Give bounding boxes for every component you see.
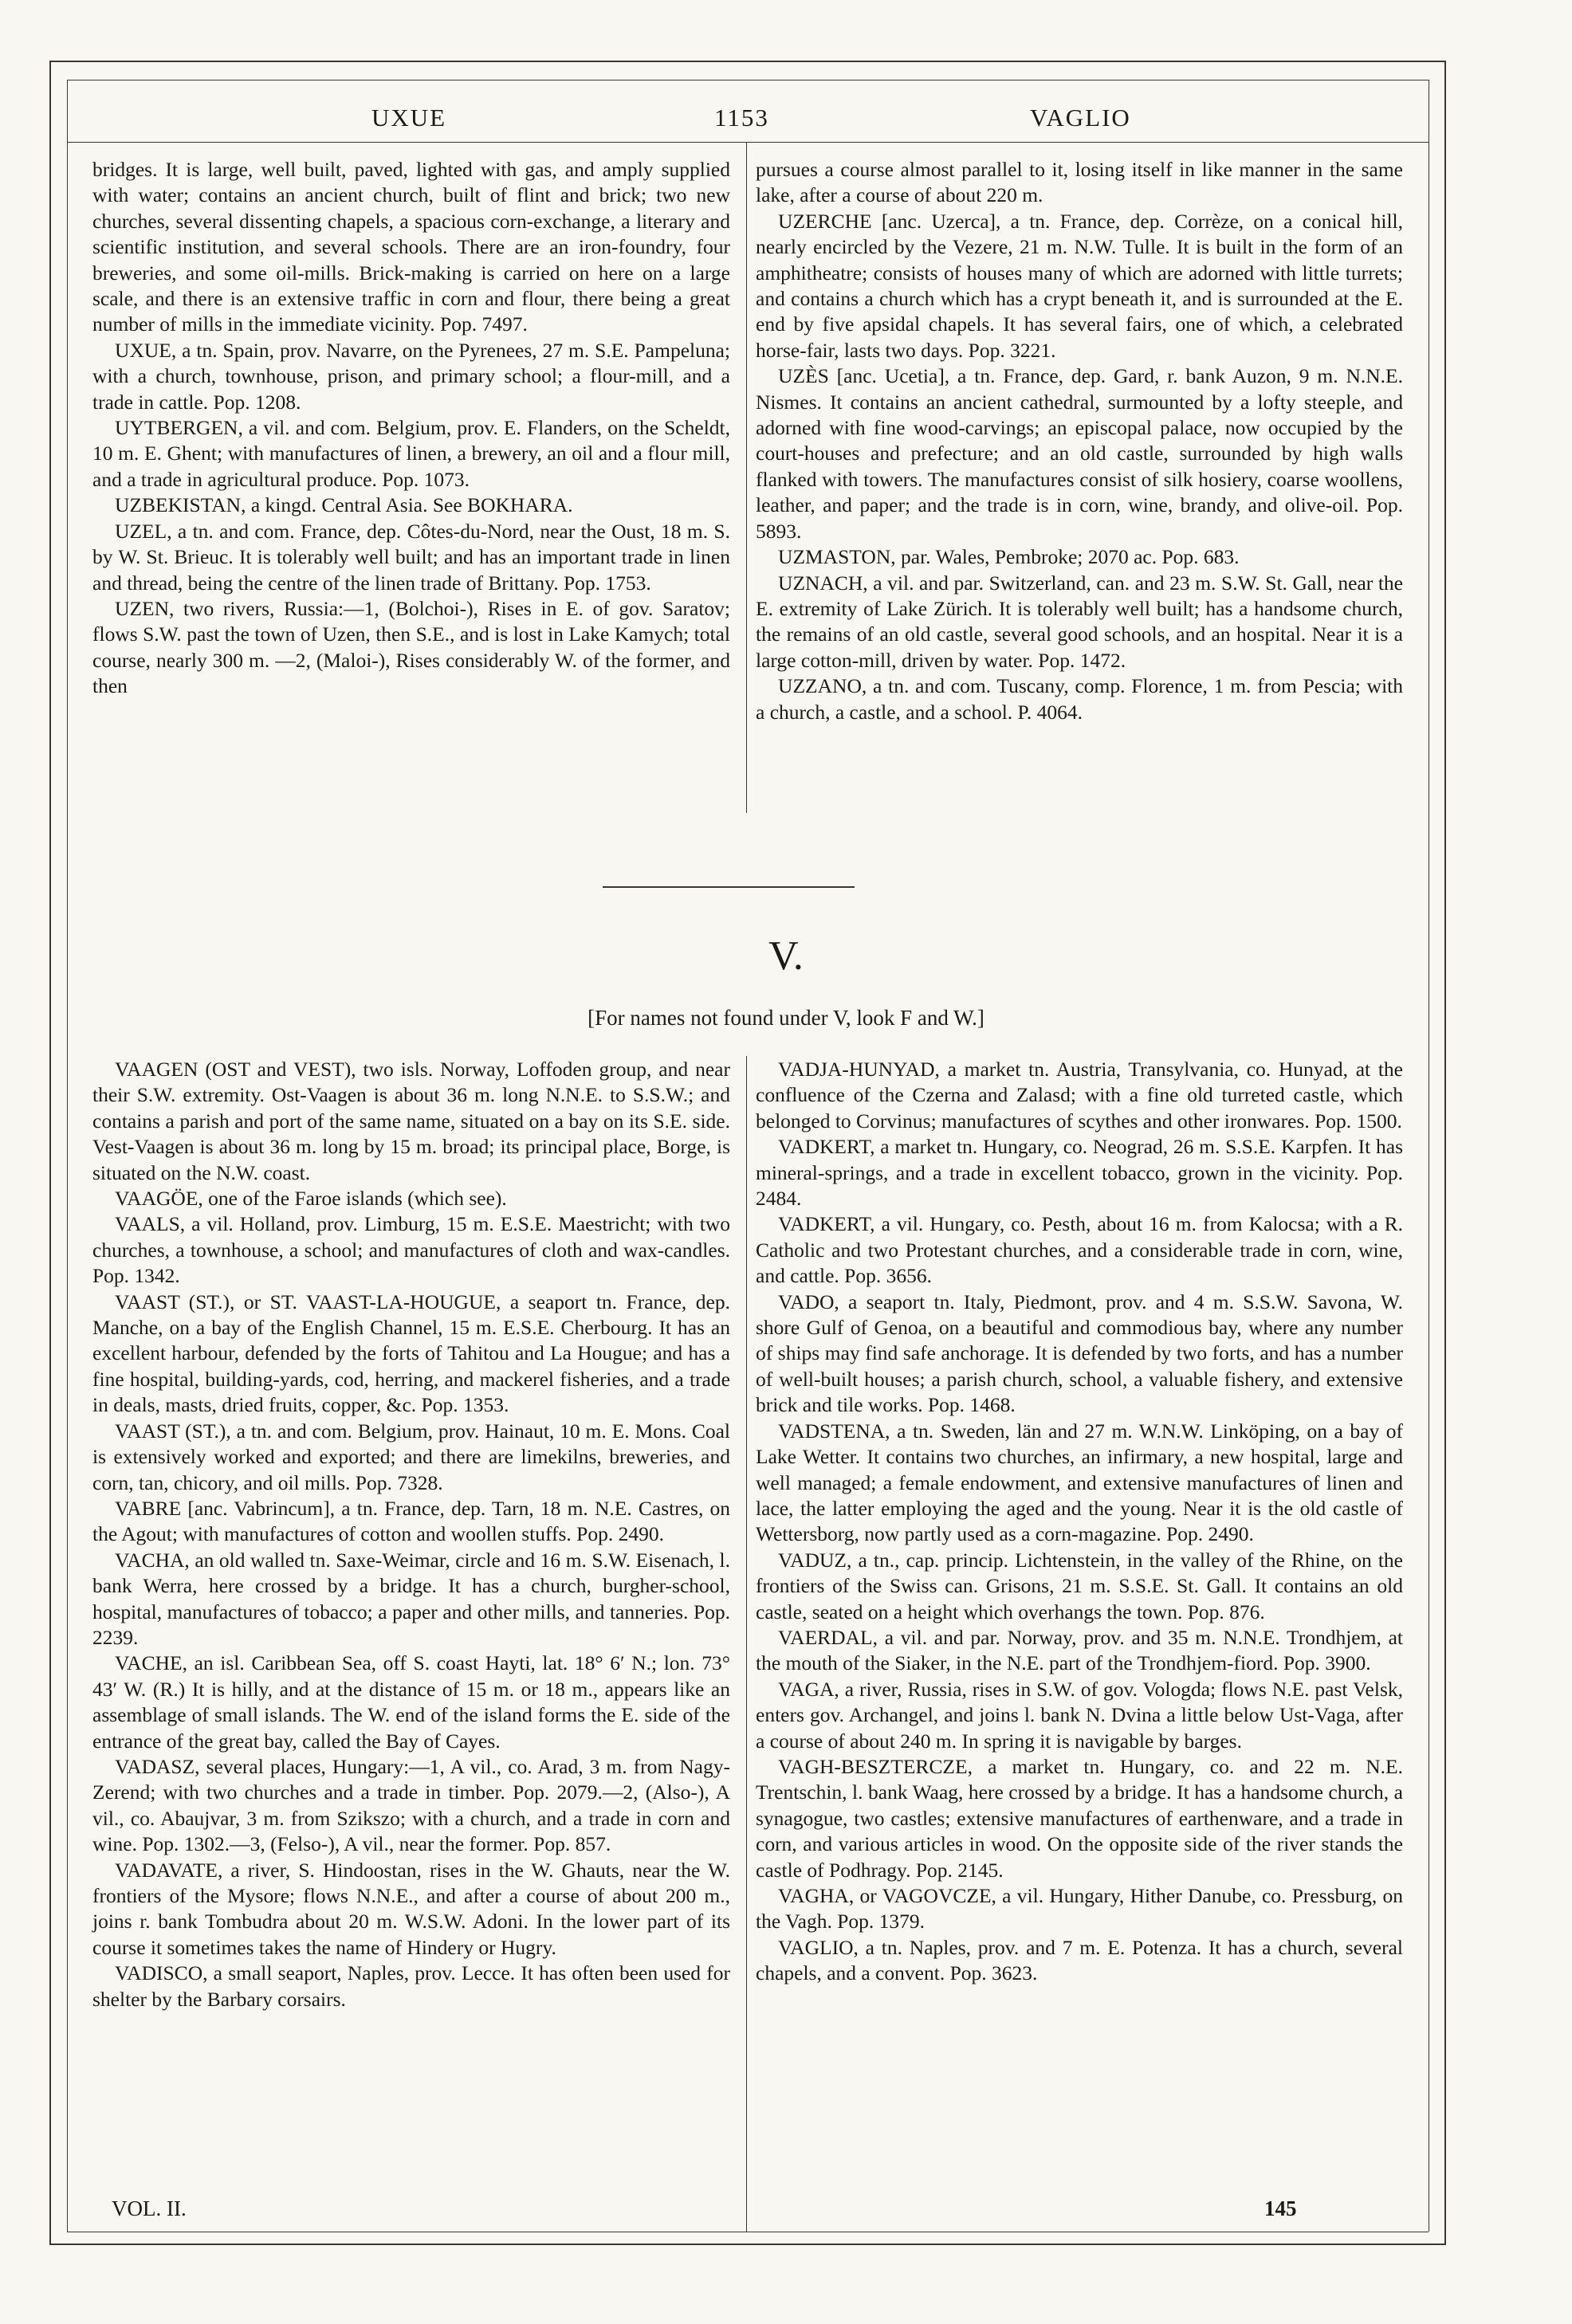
running-head-right: VAGLIO xyxy=(1030,104,1131,132)
entry: UZNACH, a vil. and par. Switzerland, can. and 23 m. S.W. St. Gall, near the E. extremity of Lake Zürich. It is tolerably well built; has a handsome church, the remains of an old castle, several good schools, and an hospital. Near it is a large cotton-mill, driven by water. Pop. 1472. xyxy=(756,571,1403,672)
entry: VAGLIO, a tn. Naples, prov. and 7 m. E. Potenza. It has a church, several chapels, and a convent. Pop. 3623. xyxy=(756,1935,1403,1985)
entry: VAGA, a river, Russia, rises in S.W. of gov. Vologda; flows N.E. past Velsk, enters gov. Archangel, and joins l. bank N. Dvina a little below Ust-Vaga, after a course of about 240 m. In spring it is navigable by barges. xyxy=(756,1677,1403,1753)
page-number: 1153 xyxy=(714,104,769,132)
top-left-column xyxy=(92,157,730,700)
frame-top-outer xyxy=(49,61,1446,62)
entry: VAAGEN (OST and VEST), two isls. Norway, Loffoden group, and near their S.W. extremity. Ost-Vaagen is about 36 m. long N.N.E. to S.S.W.; and contains a parish and port of the same name, situated on a bay on its S.E. side. Vest-Vaagen is about 36 m. long by 15 m. broad; its principal place, Borge, is situated on the N.W. coast. xyxy=(92,1058,730,1184)
frame-right-outer xyxy=(1444,61,1446,2244)
header-rule xyxy=(67,142,1429,143)
volume-label: VOL. II. xyxy=(112,2196,187,2220)
entry: UZBEKISTAN, a kingd. Central Asia. See BOKHARA. xyxy=(115,493,573,517)
entry: VAAST (ST.), or ST. VAAST-LA-HOUGUE, a seaport tn. France, dep. Manche, on a bay of the English Channel, 15 m. E.S.E. Cherbourg. It has an excellent harbour, defended by the forts of Tahitou and La Hougue; and has a fine hospital, building-yards, cod, herring, and mackerel fisheries, and a trade in deals, masts, dried fruits, copper, &c. Pop. 1353. xyxy=(92,1290,730,1417)
entry: UZEL, a tn. and com. France, dep. Côtes-du-Nord, near the Oust, 18 m. S. by W. St. Brieuc. It is tolerably well built; and has an important trade in linen and thread, being the centre of the linen trade of Brittany. Pop. 1753. xyxy=(92,519,730,595)
column-rule-top xyxy=(746,142,747,813)
entry: VAALS, a vil. Holland, prov. Limburg, 15 m. E.S.E. Maestricht; with two churches, a townhouse, a school; and manufactures of cloth and wax-candles. Pop. 1342. xyxy=(92,1212,730,1288)
section-letter: V. xyxy=(768,933,804,979)
frame-bottom-outer xyxy=(49,2244,1446,2245)
entry: VAGH-BESZTERCZE, a market tn. Hungary, co. and 22 m. N.E. Trentschin, l. bank Waag, here crossed by a bridge. It has a handsome church, a synagogue, two castles; extensive manufactures of earthenware, and a trade in corn, and various articles in wood. On the opposite side of the river stands the castle of Podhragy. Pop. 2145. xyxy=(756,1754,1403,1882)
entry: VADKERT, a vil. Hungary, co. Pesth, about 16 m. from Kalocsa; with a R. Catholic and two Protestant churches, and a considerable trade in corn, wine, and cattle. Pop. 3656. xyxy=(756,1212,1403,1288)
entry: VAAGÖE, one of the Faroe islands (which see). xyxy=(115,1187,507,1211)
entry: VADKERT, a market tn. Hungary, co. Neograd, 26 m. S.S.E. Karpfen. It has mineral-springs, and a trade in excellent tobacco, grown in the vicinity. Pop. 2484. xyxy=(756,1135,1403,1211)
section-divider xyxy=(603,886,855,888)
entry: VAERDAL, a vil. and par. Norway, prov. and 35 m. N.N.E. Trondhjem, at the mouth of the Siaker, in the N.E. part of the Trondhjem-fiord. Pop. 3900. xyxy=(756,1625,1403,1675)
section-note: [For names not found under V, look F and W.] xyxy=(588,1006,984,1030)
entry: VAGHA, or VAGOVCZE, a vil. Hungary, Hither Danube, co. Pressburg, on the Vagh. Pop. 1379. xyxy=(756,1884,1403,1933)
entry: VADUZ, a tn., cap. princip. Lichtenstein, in the valley of the Rhine, on the frontiers of the Swiss can. Grisons, 21 m. S.S.E. St. Gall. It contains an old castle, seated on a height which overhangs the town. Pop. 876. xyxy=(756,1548,1403,1623)
top-right-column xyxy=(756,157,1403,725)
entry: VABRE [anc. Vabrincum], a tn. France, dep. Tarn, 18 m. N.E. Castres, on the Agout; with manufactures of cotton and woollen stuffs. Pop. 2490. xyxy=(92,1496,730,1546)
signature-mark: 145 xyxy=(1264,2196,1297,2220)
entry: VADJA-HUNYAD, a market tn. Austria, Transylvania, co. Hunyad, at the confluence of the Czerna and Zalasd; with a fine old turreted castle, which belonged to Corvinus; manufactures of scythes and other ironwares. Pop. 1500. xyxy=(756,1058,1403,1133)
column-rule-bottom xyxy=(746,1056,747,2232)
entry: VADSTENA, a tn. Sweden, län and 27 m. W.N.W. Linköping, on a bay of Lake Wetter. It contains two churches, an infirmary, a new hospital, large and well managed; a female endowment, and extensive manufactures of linen and lace, the latter employing the aged and the young. Near it is the old castle of Wettersborg, now partly used as a corn-magazine. Pop. 2490. xyxy=(756,1419,1403,1546)
bottom-right-column xyxy=(756,1057,1403,1987)
entry: UZZANO, a tn. and com. Tuscany, comp. Florence, 1 m. from Pescia; with a church, a castle, and a school. P. 4064. xyxy=(756,674,1403,724)
frame-left-outer xyxy=(49,61,51,2244)
entry: UYTBERGEN, a vil. and com. Belgium, prov. E. Flanders, on the Scheldt, 10 m. E. Ghent; with manufactures of linen, a brewery, an oil and a flour mill, and a trade in agricultural produce. Pop. 1073. xyxy=(92,416,730,491)
entry-continuation: pursues a course almost parallel to it, losing itself in like manner in the same lake, after a course of about 220 m. xyxy=(756,158,1403,207)
entry: UZEN, two rivers, Russia:—1, (Bolchoi-), Rises in E. of gov. Saratov; flows S.W. past the town of Uzen, then S.E., and is lost in Lake Kamych; total course, nearly 300 m. —2, (Maloi-), Rises considerably W. of the former, and then xyxy=(92,596,730,698)
frame-left-inner xyxy=(67,80,68,2232)
entry: UZMASTON, par. Wales, Pembroke; 2070 ac. Pop. 683. xyxy=(778,545,1240,569)
entry-continuation: bridges. It is large, well built, paved, lighted with gas, and amply supplied with water; contains an ancient church, built of flint and brick; two new churches, several dissenting chapels, a spacious corn-exchange, a literary and scientific institution, and several schools. There are an iron-foundry, four breweries, and some oil-mills. Brick-making is carried on here on a large scale, and there is an extensive traffic in corn and flour, there being a great number of mills in the immediate vicinity. Pop. 7497. xyxy=(92,158,730,336)
entry: UXUE, a tn. Spain, prov. Navarre, on the Pyrenees, 27 m. S.E. Pampeluna; with a church, townhouse, prison, and primary school; a flour-mill, and a trade in cattle. Pop. 1208. xyxy=(92,338,730,414)
entry: VAAST (ST.), a tn. and com. Belgium, prov. Hainaut, 10 m. E. Mons. Coal is extensively worked and exported; and there are limekilns, breweries, and corn, tan, chicory, and oil mills. Pop. 7328. xyxy=(92,1419,730,1494)
entry: VACHE, an isl. Caribbean Sea, off S. coast Hayti, lat. 18° 6′ N.; lon. 73° 43′ W. (R.) It is hilly, and at the distance of 15 m. or 18 m., appears like an assemblage of small islands. The W. end of the island forms the E. side of the entrance of the great bay, called the Bay of Cayes. xyxy=(92,1651,730,1753)
entry: VACHA, an old walled tn. Saxe-Weimar, circle and 16 m. S.W. Eisenach, l. bank Werra, here crossed by a bridge. It has a church, burgher-school, hospital, manufactures of tobacco; a paper and other mills, and tanneries. Pop. 2239. xyxy=(92,1548,730,1649)
running-head-left: UXUE xyxy=(371,104,447,132)
bottom-left-column xyxy=(92,1057,730,2012)
entry: UZÈS [anc. Ucetia], a tn. France, dep. Gard, r. bank Auzon, 9 m. N.N.E. Nismes. It contains an ancient cathedral, surmounted by a lofty steeple, and adorned with fine wood-carvings; an episcopal palace, now occupied by the court-houses and prefecture; and an old castle, surrounded by high walls flanked with towers. The manufactures consist of silk hosiery, coarse woollens, leather, and paper; and the trade is in corn, wine, brandy, and olive-oil. Pop. 5893. xyxy=(756,364,1403,543)
entry: VADASZ, several places, Hungary:—1, A vil., co. Arad, 3 m. from Nagy-Zerend; with two churches and a trade in timber. Pop. 2079.—2, (Also-), A vil., co. Abaujvar, 3 m. from Szikszo; with a church, and a trade in corn and wine. Pop. 1302.—3, (Felso-), A vil., near the former. Pop. 857. xyxy=(92,1754,730,1856)
entry: UZERCHE [anc. Uzerca], a tn. France, dep. Corrèze, on a conical hill, nearly encircled by the Vezere, 21 m. N.W. Tulle. It is built in the form of an amphitheatre; consists of houses many of which are adorned with little turrets; and contains a church which has a crypt beneath it, and is surrounded at the E. end by five apsidal chapels. It has several fairs, one of which, a celebrated horse-fair, lasts two days. Pop. 3221. xyxy=(756,209,1403,362)
entry: VADO, a seaport tn. Italy, Piedmont, prov. and 4 m. S.S.W. Savona, W. shore Gulf of Genoa, on a beautiful and commodious bay, where any number of ships may find safe anchorage. It is defended by two forts, and has a number of well-built houses; a parish church, school, a valuable fishery, and extensive brick and tile works. Pop. 1468. xyxy=(756,1290,1403,1417)
entry: VADISCO, a small seaport, Naples, prov. Lecce. It has often been used for shelter by the Barbary corsairs. xyxy=(92,1961,730,2011)
entry: VADAVATE, a river, S. Hindoostan, rises in the W. Ghauts, near the W. frontiers of the Mysore; flows N.N.E., and after a course of about 200 m., joins r. bank Tombudra about 20 m. W.S.W. Adoni. In the lower part of its course it sometimes takes the name of Hindery or Hugry. xyxy=(92,1858,730,1959)
